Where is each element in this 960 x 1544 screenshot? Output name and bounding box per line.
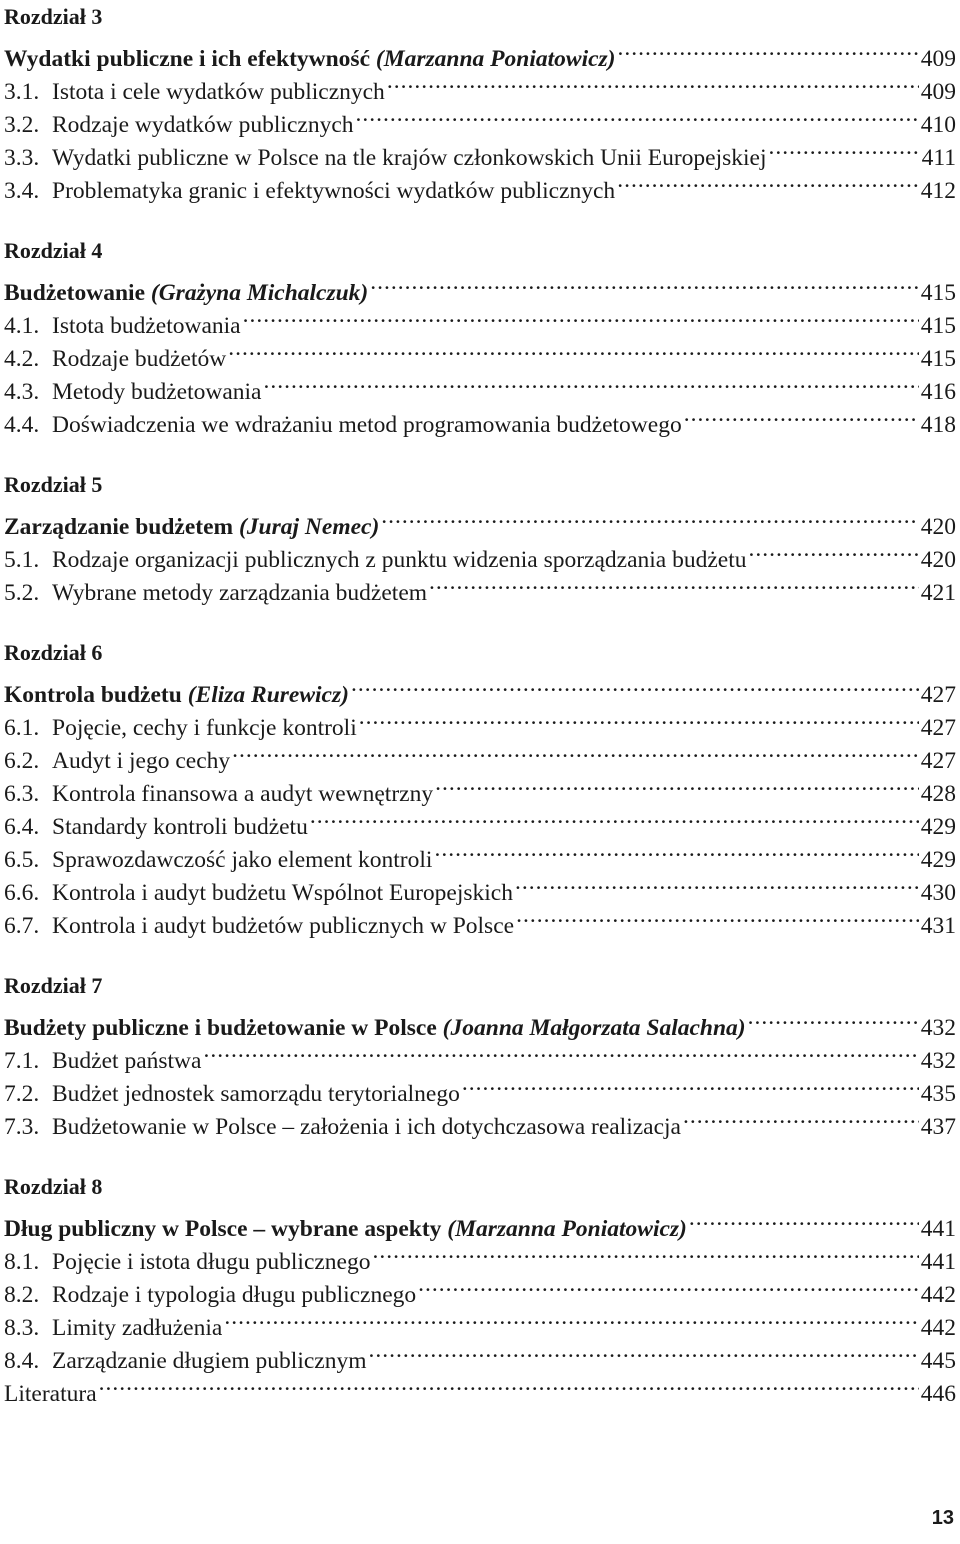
section-title: Doświadczenia we wdrażaniu metod programowania budżetowego [52,412,682,438]
section-title: Wybrane metody zarządzania budżetem [52,580,428,606]
section-title: Kontrola finansowa a audyt wewnętrzny [52,781,434,807]
section-title: Sprawozdawczość jako element kontroli [52,847,433,873]
dot-leader [203,1035,918,1068]
chapter-author: (Juraj Nemec) [238,514,380,540]
page-ref: 420 [920,514,956,540]
section-number: 4.1. [4,313,40,339]
dot-leader [243,300,919,333]
chapter-title-row [4,267,956,306]
table-of-contents [4,0,956,1407]
dot-leader [359,702,919,735]
page-ref: 437 [920,1114,956,1140]
literature-row [4,1368,956,1407]
page-ref: 432 [920,1048,956,1074]
section-number: 6.2. [4,748,40,774]
dot-leader [684,399,919,432]
chapter-title-row [4,501,956,540]
page-ref: 415 [920,346,956,372]
page-ref: 432 [920,1015,956,1041]
dot-leader [689,1203,919,1236]
page-ref: 429 [920,814,956,840]
dot-leader [516,900,919,933]
dot-leader [683,1101,919,1134]
chapter-block [4,636,956,939]
section-number: 3.4. [4,178,40,204]
page-ref: 430 [920,880,956,906]
dot-leader [435,768,919,801]
section-number: 5.2. [4,580,40,606]
section-number: 4.4. [4,412,40,438]
dot-leader [617,165,919,198]
literature-title: Literatura [4,1381,97,1407]
section-number: 4.2. [4,346,40,372]
dot-leader [369,1335,919,1368]
chapter-label: Rozdział 6 [4,640,103,665]
dot-leader [232,735,919,768]
dot-leader [228,333,919,366]
section-title: Kontrola i audyt budżetów publicznych w Polsce [52,913,515,939]
page-ref: 409 [920,79,956,105]
chapter-block [4,234,956,438]
chapter-label: Rozdział 4 [4,238,103,263]
chapter-block [4,969,956,1140]
dot-leader [99,1368,919,1401]
section-number: 6.7. [4,913,40,939]
page-ref: 442 [920,1315,956,1341]
section-number: 6.6. [4,880,40,906]
page-ref: 429 [920,847,956,873]
section-number: 6.4. [4,814,40,840]
section-title: Metody budżetowania [52,379,262,405]
dot-leader [429,567,919,600]
section-number: 6.3. [4,781,40,807]
chapter-title [4,511,379,544]
chapter-author: (Marzanna Poniatowicz) [375,46,616,72]
section-number: 7.2. [4,1081,40,1107]
chapter-title-row [4,669,956,708]
dot-leader [748,1002,919,1035]
page-ref: 442 [920,1282,956,1308]
page-ref: 411 [921,145,956,171]
dot-leader [351,669,919,702]
section-title: Kontrola i audyt budżetu Wspólnot Europejskich [52,880,513,906]
dot-leader [263,366,918,399]
section-title: Rodzaje organizacji publicznych z punktu widzenia sporządzania budżetu [52,547,747,573]
section-title: Standardy kontroli budżetu [52,814,308,840]
section-number: 5.1. [4,547,40,573]
chapter-author: (Eliza Rurewicz) [187,682,349,708]
dot-leader [515,867,919,900]
section-title: Budżet państwa [52,1048,202,1074]
section-title: Pojęcie, cechy i funkcje kontroli [52,715,357,741]
chapter-label: Rozdział 5 [4,472,103,497]
page-ref: 446 [920,1381,956,1407]
page-ref: 420 [920,547,956,573]
chapter-block [4,0,956,204]
dot-leader [618,33,919,66]
chapter-title-text: Budżety publiczne i budżetowanie w Polsce [4,1015,437,1041]
section-number: 6.1. [4,715,40,741]
dot-leader [381,501,918,534]
section-title: Zarządzanie długiem publicznym [52,1348,367,1374]
chapter-label: Rozdział 7 [4,973,103,998]
section-title: Rodzaje wydatków publicznych [52,112,354,138]
chapter-title-row [4,1002,956,1041]
dot-leader [373,1236,919,1269]
page-ref: 409 [920,46,956,72]
chapter-block [4,1170,956,1407]
section-number: 7.3. [4,1114,40,1140]
section-title: Budżetowanie w Polsce – założenia i ich dotychczasowa realizacja [52,1114,681,1140]
chapter-title [4,679,349,712]
dot-leader [224,1302,918,1335]
page-ref: 435 [920,1081,956,1107]
section-number: 8.2. [4,1282,40,1308]
dot-leader [370,267,918,300]
section-number: 7.1. [4,1048,40,1074]
page-ref: 415 [920,313,956,339]
page-ref: 415 [920,280,956,306]
page-ref: 418 [920,412,956,438]
section-title: Rodzaje i typologia długu publicznego [52,1282,417,1308]
section-title: Limity zadłużenia [52,1315,223,1341]
chapter-author: (Marzanna Poniatowicz) [447,1216,687,1242]
section-number: 6.5. [4,847,40,873]
page-ref: 428 [920,781,956,807]
page-number: 13 [931,1507,954,1529]
page-ref: 416 [920,379,956,405]
chapter-block [4,468,956,606]
dot-leader [749,534,919,567]
section-number: 4.3. [4,379,40,405]
chapter-title-row [4,1203,956,1242]
chapter-author: (Grażyna Michalczuk) [150,280,369,306]
page-ref: 427 [920,682,956,708]
dot-leader [356,99,919,132]
page-ref: 445 [920,1348,956,1374]
chapter-title-text: Kontrola budżetu [4,682,182,708]
page-ref: 441 [920,1249,956,1275]
dot-leader [434,834,918,867]
chapter-title-text: Zarządzanie budżetem [4,514,234,540]
chapter-label: Rozdział 8 [4,1174,103,1199]
page-ref: 431 [920,913,956,939]
section-title: Problematyka granic i efektywności wydatków publicznych [52,178,616,204]
section-title: Pojęcie i istota długu publicznego [52,1249,371,1275]
dot-leader [310,801,919,834]
page-ref: 427 [920,748,956,774]
chapter-label: Rozdział 3 [4,4,103,29]
page-ref: 410 [920,112,956,138]
section-number: 3.2. [4,112,40,138]
section-title: Istota i cele wydatków publicznych [52,79,385,105]
chapter-title-text: Wydatki publiczne i ich efektywność [4,46,371,72]
section-title: Audyt i jego cechy [52,748,231,774]
chapter-title-text: Dług publiczny w Polsce – wybrane aspekty [4,1216,442,1242]
chapter-title-row [4,33,956,72]
dot-leader [418,1269,919,1302]
chapter-title-text: Budżetowanie [4,280,145,306]
section-title: Rodzaje budżetów [52,346,227,372]
section-title: Istota budżetowania [52,313,241,339]
chapter-author: (Joanna Małgorzata Salachna) [442,1015,746,1041]
page-ref: 412 [920,178,956,204]
section-number: 8.4. [4,1348,40,1374]
dot-leader [462,1068,919,1101]
section-title: Wydatki publiczne w Polsce na tle krajów członkowskich Unii Europejskiej [52,145,767,171]
section-number: 8.3. [4,1315,40,1341]
section-number: 8.1. [4,1249,40,1275]
page-ref: 427 [920,715,956,741]
dot-leader [387,66,919,99]
page-ref: 421 [920,580,956,606]
dot-leader [769,132,920,165]
section-number: 3.1. [4,79,40,105]
section-title: Budżet jednostek samorządu terytorialnego [52,1081,460,1107]
section-number: 3.3. [4,145,40,171]
page-ref: 441 [920,1216,956,1242]
